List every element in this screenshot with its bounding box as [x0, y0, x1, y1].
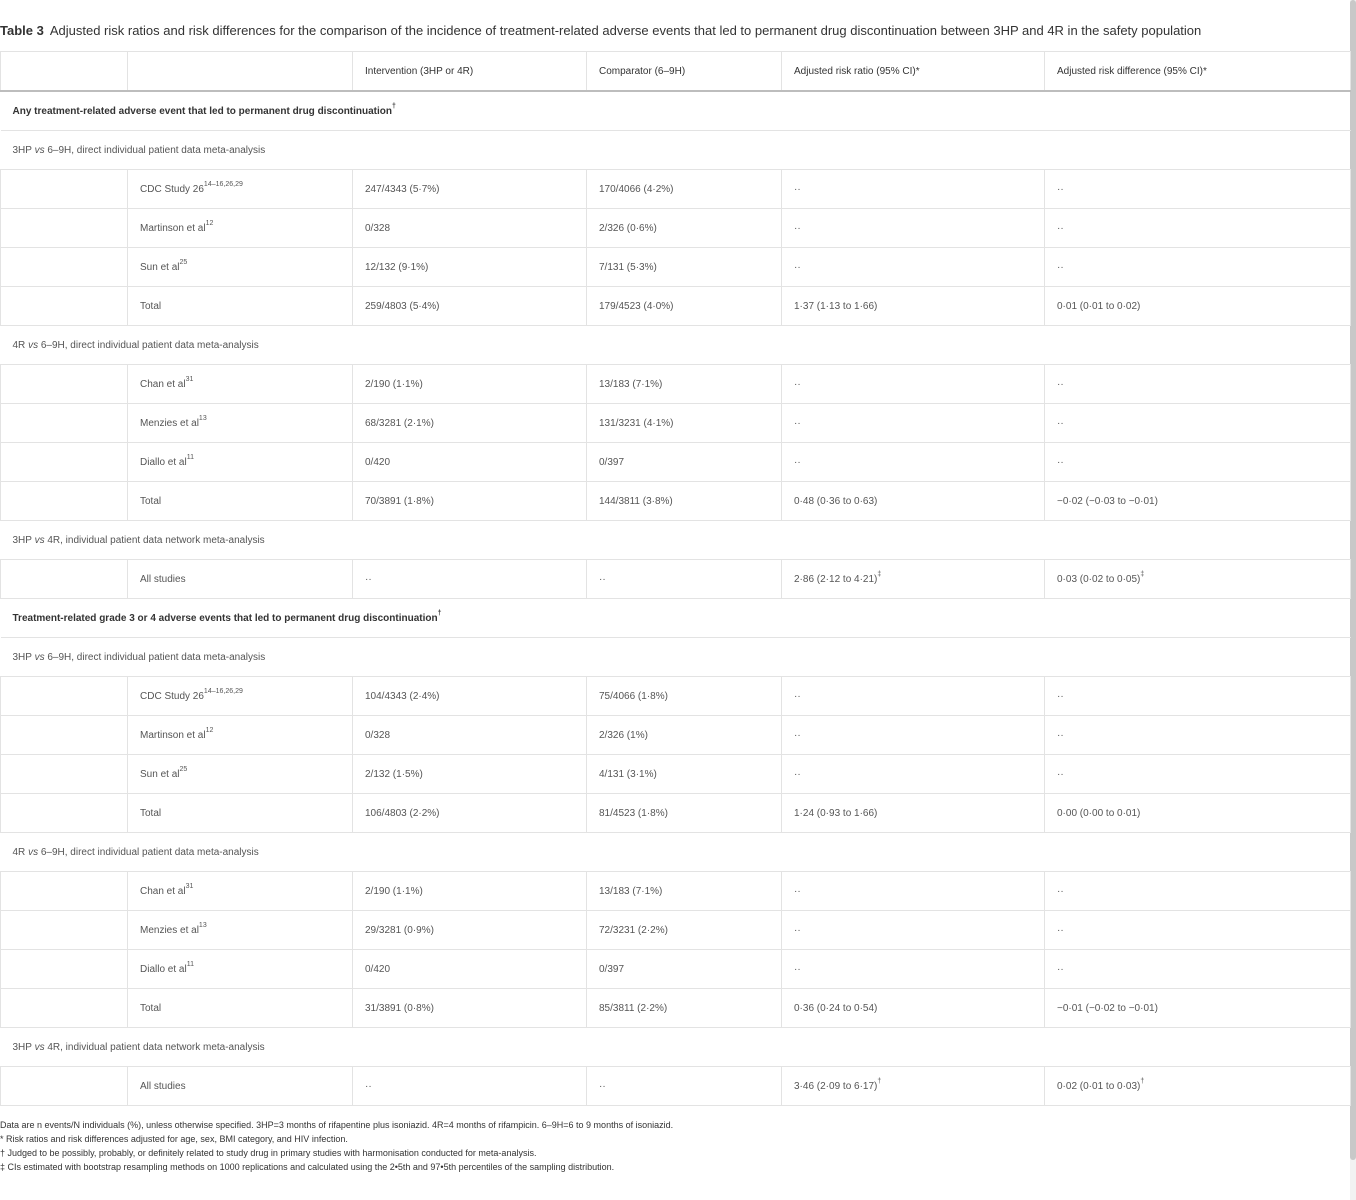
- subsection-prefix: 3HP: [12, 1041, 35, 1053]
- subsection-prefix: 3HP: [12, 144, 35, 156]
- risk-difference-cell: [1045, 560, 1351, 599]
- study-name: Martinson et al: [140, 222, 206, 234]
- risk-ratio-value: ··: [794, 183, 801, 195]
- study-name: Total: [140, 1002, 162, 1014]
- risk-ratio-value: ··: [794, 768, 801, 780]
- risk-ratio-value: 0·36 (0·24 to 0·54): [794, 1002, 878, 1014]
- study-name: Sun et al: [140, 261, 180, 273]
- subsection-vs: vs: [34, 534, 45, 546]
- risk-ratio-value: 0·48 (0·36 to 0·63): [794, 495, 878, 507]
- subsection-title: [1, 521, 1351, 560]
- intervention-cell: 2/132 (1·5%): [353, 755, 587, 794]
- table-row: [1, 443, 1351, 482]
- comparator-cell: 0/397: [587, 950, 782, 989]
- risk-difference-value: ··: [1057, 690, 1064, 702]
- comparator-cell: 170/4066 (4·2%): [587, 170, 782, 209]
- footnote-mark: †: [1140, 1078, 1145, 1086]
- table-row: [1, 560, 1351, 599]
- empty-cell: [1, 482, 128, 521]
- study-name: All studies: [140, 573, 186, 585]
- intervention-cell: 29/3281 (0·9%): [353, 911, 587, 950]
- risk-difference-value: ··: [1057, 729, 1064, 741]
- subsection-vs: vs: [34, 1041, 45, 1053]
- subsection-title: [1, 638, 1351, 677]
- risk-ratio-cell: [782, 170, 1045, 209]
- reference-mark: 25: [179, 766, 188, 774]
- intervention-cell: 0/328: [353, 716, 587, 755]
- table-row: [1, 950, 1351, 989]
- reference-mark: 13: [198, 415, 207, 423]
- empty-cell: [1, 716, 128, 755]
- study-name-cell: [128, 989, 353, 1028]
- empty-cell: [1, 443, 128, 482]
- subsection-row: [1, 131, 1351, 170]
- reference-mark: 14–16,26,29: [203, 181, 243, 189]
- results-table: [0, 51, 1351, 1106]
- risk-difference-value: ··: [1057, 963, 1064, 975]
- intervention-cell: 104/4343 (2·4%): [353, 677, 587, 716]
- risk-ratio-cell: [782, 872, 1045, 911]
- study-name-cell: [128, 716, 353, 755]
- comparator-cell: 179/4523 (4·0%): [587, 287, 782, 326]
- risk-difference-cell: [1045, 872, 1351, 911]
- study-name: CDC Study 26: [140, 690, 204, 702]
- risk-ratio-value: ··: [794, 963, 801, 975]
- subsection-row: [1, 521, 1351, 560]
- study-name-cell: [128, 560, 353, 599]
- empty-cell: [1, 209, 128, 248]
- footnote-mark: †: [392, 103, 396, 111]
- reference-mark: 11: [186, 454, 194, 462]
- table-row: [1, 287, 1351, 326]
- table-title: Adjusted risk ratios and risk differences for the comparison of the incidence of treatment-related adverse events that led to permanent drug discontinuation between 3HP and 4R in the safety population: [49, 23, 1202, 38]
- risk-difference-cell: [1045, 248, 1351, 287]
- comparator-cell: 2/326 (0·6%): [587, 209, 782, 248]
- study-name: Total: [140, 495, 162, 507]
- risk-ratio-value: ··: [794, 378, 801, 390]
- study-name: Total: [140, 807, 162, 819]
- intervention-cell: ··: [353, 1067, 587, 1106]
- subsection-row: [1, 1028, 1351, 1067]
- subsection-suffix: 6–9H, direct individual patient data meta-analysis: [44, 651, 266, 663]
- risk-difference-value: ··: [1057, 261, 1064, 273]
- risk-difference-value: ··: [1057, 183, 1064, 195]
- intervention-cell: 259/4803 (5·4%): [353, 287, 587, 326]
- section-title-any: [1, 91, 1351, 131]
- subsection-prefix: 3HP: [12, 534, 35, 546]
- empty-cell: [1, 677, 128, 716]
- table-row: [1, 170, 1351, 209]
- risk-ratio-value: 2·86 (2·12 to 4·21): [794, 573, 878, 585]
- table-row: [1, 482, 1351, 521]
- risk-ratio-value: 1·37 (1·13 to 1·66): [794, 300, 878, 312]
- header-empty-2: [128, 52, 353, 92]
- risk-difference-value: ··: [1057, 768, 1064, 780]
- reference-mark: 14–16,26,29: [203, 688, 243, 696]
- risk-difference-cell: [1045, 404, 1351, 443]
- comparator-cell: 144/3811 (3·8%): [587, 482, 782, 521]
- risk-difference-cell: [1045, 482, 1351, 521]
- study-name: All studies: [140, 1080, 186, 1092]
- table-row: [1, 248, 1351, 287]
- comparator-cell: 81/4523 (1·8%): [587, 794, 782, 833]
- empty-cell: [1, 794, 128, 833]
- empty-cell: [1, 560, 128, 599]
- reference-mark: 11: [186, 961, 194, 969]
- study-name-cell: [128, 248, 353, 287]
- study-name: Chan et al: [140, 378, 186, 390]
- subsection-prefix: 3HP: [12, 651, 35, 663]
- risk-difference-value: ··: [1057, 885, 1064, 897]
- study-name-cell: [128, 794, 353, 833]
- study-name-cell: [128, 755, 353, 794]
- risk-difference-value: ··: [1057, 456, 1064, 468]
- risk-ratio-cell: [782, 443, 1045, 482]
- intervention-cell: 2/190 (1·1%): [353, 872, 587, 911]
- risk-ratio-cell: [782, 989, 1045, 1028]
- risk-difference-cell: [1045, 1067, 1351, 1106]
- table-row: [1, 989, 1351, 1028]
- comparator-cell: 2/326 (1%): [587, 716, 782, 755]
- risk-ratio-value: ··: [794, 261, 801, 273]
- study-name: CDC Study 26: [140, 183, 204, 195]
- risk-ratio-value: ··: [794, 690, 801, 702]
- comparator-cell: 7/131 (5·3%): [587, 248, 782, 287]
- table-row: [1, 677, 1351, 716]
- intervention-cell: 68/3281 (2·1%): [353, 404, 587, 443]
- risk-difference-value: ··: [1057, 417, 1064, 429]
- header-comparator: Comparator (6–9H): [587, 52, 782, 92]
- risk-difference-value: 0·00 (0·00 to 0·01): [1057, 807, 1141, 819]
- subsection-title: [1, 326, 1351, 365]
- study-name: Diallo et al: [140, 963, 187, 975]
- risk-ratio-cell: [782, 209, 1045, 248]
- table-label: Table 3: [0, 23, 44, 38]
- subsection-suffix: 6–9H, direct individual patient data meta-analysis: [44, 144, 266, 156]
- study-name: Diallo et al: [140, 456, 187, 468]
- header-risk-ratio: Adjusted risk ratio (95% CI)*: [782, 52, 1045, 92]
- risk-ratio-cell: [782, 404, 1045, 443]
- subsection-row: [1, 326, 1351, 365]
- subsection-vs: vs: [34, 651, 45, 663]
- comparator-cell: 13/183 (7·1%): [587, 872, 782, 911]
- study-name-cell: [128, 170, 353, 209]
- risk-difference-cell: [1045, 677, 1351, 716]
- risk-difference-value: ··: [1057, 222, 1064, 234]
- empty-cell: [1, 287, 128, 326]
- footnote-mark: ‡: [1140, 571, 1145, 579]
- subsection-title: [1, 1028, 1351, 1067]
- subsection-prefix: 4R: [12, 339, 29, 351]
- risk-difference-cell: [1045, 209, 1351, 248]
- study-name-cell: [128, 911, 353, 950]
- comparator-cell: 13/183 (7·1%): [587, 365, 782, 404]
- intervention-cell: 0/420: [353, 443, 587, 482]
- header-intervention: Intervention (3HP or 4R): [353, 52, 587, 92]
- risk-ratio-cell: [782, 911, 1045, 950]
- risk-ratio-cell: [782, 560, 1045, 599]
- risk-ratio-cell: [782, 950, 1045, 989]
- subsection-row: [1, 833, 1351, 872]
- risk-difference-value: 0·01 (0·01 to 0·02): [1057, 300, 1141, 312]
- table-row: [1, 404, 1351, 443]
- study-name-cell: [128, 482, 353, 521]
- reference-mark: 25: [179, 259, 188, 267]
- study-name: Chan et al: [140, 885, 186, 897]
- table-row: [1, 911, 1351, 950]
- intervention-cell: 0/420: [353, 950, 587, 989]
- risk-ratio-cell: [782, 755, 1045, 794]
- footnote-double-dagger: ‡ CIs estimated with bootstrap resampling methods on 1000 replications and calculated using the 2•5th and 97•5th percentiles of the sampling distribution.: [0, 1162, 615, 1172]
- comparator-cell: 131/3231 (4·1%): [587, 404, 782, 443]
- subsection-prefix: 4R: [12, 846, 29, 858]
- table-footnotes: [0, 1118, 1350, 1174]
- risk-difference-value: 0·03 (0·02 to 0·05): [1057, 573, 1141, 585]
- risk-difference-value: 0·02 (0·01 to 0·03): [1057, 1080, 1141, 1092]
- empty-cell: [1, 404, 128, 443]
- empty-cell: [1, 248, 128, 287]
- footnote-dagger: † Judged to be possibly, probably, or definitely related to study drug in primary studies with harmonisation conducted for meta-analysis.: [0, 1148, 537, 1158]
- risk-difference-value: ··: [1057, 924, 1064, 936]
- empty-cell: [1, 170, 128, 209]
- footnote-mark: ‡: [877, 571, 882, 579]
- table-row: [1, 755, 1351, 794]
- comparator-cell: 75/4066 (1·8%): [587, 677, 782, 716]
- risk-ratio-cell: [782, 482, 1045, 521]
- study-name: Menzies et al: [140, 924, 199, 936]
- study-name: Menzies et al: [140, 417, 199, 429]
- empty-cell: [1, 872, 128, 911]
- table-row: [1, 365, 1351, 404]
- risk-ratio-value: ··: [794, 885, 801, 897]
- subsection-suffix: 4R, individual patient data network meta-analysis: [44, 534, 265, 546]
- intervention-cell: 247/4343 (5·7%): [353, 170, 587, 209]
- empty-cell: [1, 989, 128, 1028]
- empty-cell: [1, 755, 128, 794]
- footnote-mark: †: [437, 610, 442, 618]
- risk-difference-cell: [1045, 287, 1351, 326]
- comparator-cell: 85/3811 (2·2%): [587, 989, 782, 1028]
- table-row: [1, 1067, 1351, 1106]
- study-name-cell: [128, 287, 353, 326]
- table-caption: [0, 22, 1350, 40]
- subsection-row: [1, 638, 1351, 677]
- reference-mark: 12: [205, 220, 214, 228]
- study-name-cell: [128, 872, 353, 911]
- risk-ratio-cell: [782, 716, 1045, 755]
- study-name-cell: [128, 677, 353, 716]
- risk-ratio-cell: [782, 287, 1045, 326]
- comparator-cell: 72/3231 (2·2%): [587, 911, 782, 950]
- risk-difference-cell: [1045, 755, 1351, 794]
- intervention-cell: 2/190 (1·1%): [353, 365, 587, 404]
- risk-difference-cell: [1045, 950, 1351, 989]
- risk-ratio-value: ··: [794, 417, 801, 429]
- subsection-suffix: 6–9H, direct individual patient data meta-analysis: [38, 339, 259, 351]
- section-title-grade: [1, 599, 1351, 638]
- header-empty-1: [1, 52, 128, 92]
- intervention-cell: 12/132 (9·1%): [353, 248, 587, 287]
- risk-difference-cell: [1045, 989, 1351, 1028]
- table-row: [1, 209, 1351, 248]
- section-title-text: Treatment-related grade 3 or 4 adverse events that led to permanent drug discontinuation: [12, 612, 438, 624]
- footnote-mark: †: [877, 1078, 882, 1086]
- empty-cell: [1, 365, 128, 404]
- table-row: [1, 872, 1351, 911]
- reference-mark: 31: [185, 376, 194, 384]
- subsection-vs: vs: [28, 339, 39, 351]
- risk-ratio-value: ··: [794, 456, 801, 468]
- study-name-cell: [128, 1067, 353, 1106]
- risk-ratio-value: ··: [794, 729, 801, 741]
- risk-difference-cell: [1045, 794, 1351, 833]
- subsection-title: [1, 833, 1351, 872]
- intervention-cell: 70/3891 (1·8%): [353, 482, 587, 521]
- section-row: [1, 599, 1351, 638]
- risk-ratio-value: 1·24 (0·93 to 1·66): [794, 807, 878, 819]
- study-name-cell: [128, 404, 353, 443]
- empty-cell: [1, 1067, 128, 1106]
- subsection-suffix: 4R, individual patient data network meta-analysis: [44, 1041, 265, 1053]
- intervention-cell: 106/4803 (2·2%): [353, 794, 587, 833]
- intervention-cell: 31/3891 (0·8%): [353, 989, 587, 1028]
- intervention-cell: ··: [353, 560, 587, 599]
- table-row: [1, 716, 1351, 755]
- footnote-star: * Risk ratios and risk differences adjusted for age, sex, BMI category, and HIV infection.: [0, 1134, 348, 1144]
- risk-difference-cell: [1045, 443, 1351, 482]
- reference-mark: 31: [185, 883, 194, 891]
- footnote-intro: Data are n events/N individuals (%), unless otherwise specified. 3HP=3 months of rifapentine plus isoniazid. 4R=4 months of rifampicin. 6–9H=6 to 9 months of isoniazid.: [0, 1120, 674, 1130]
- risk-difference-value: ··: [1057, 378, 1064, 390]
- risk-difference-cell: [1045, 365, 1351, 404]
- subsection-vs: vs: [34, 144, 45, 156]
- comparator-cell: ··: [587, 560, 782, 599]
- study-name-cell: [128, 443, 353, 482]
- study-name: Sun et al: [140, 768, 180, 780]
- risk-difference-value: −0·01 (−0·02 to −0·01): [1057, 1002, 1158, 1014]
- section-title-text: Any treatment-related adverse event that led to permanent drug discontinuation: [12, 105, 393, 117]
- risk-difference-cell: [1045, 170, 1351, 209]
- section-row: [1, 91, 1351, 131]
- risk-ratio-value: ··: [794, 222, 801, 234]
- table-header-row: [1, 52, 1351, 92]
- study-name-cell: [128, 365, 353, 404]
- empty-cell: [1, 950, 128, 989]
- comparator-cell: 4/131 (3·1%): [587, 755, 782, 794]
- reference-mark: 12: [205, 727, 214, 735]
- risk-ratio-cell: [782, 677, 1045, 716]
- risk-ratio-cell: [782, 365, 1045, 404]
- intervention-cell: 0/328: [353, 209, 587, 248]
- empty-cell: [1, 911, 128, 950]
- risk-ratio-cell: [782, 1067, 1045, 1106]
- table-row: [1, 794, 1351, 833]
- header-risk-difference: Adjusted risk difference (95% CI)*: [1045, 52, 1351, 92]
- subsection-suffix: 6–9H, direct individual patient data meta-analysis: [38, 846, 259, 858]
- study-name-cell: [128, 950, 353, 989]
- subsection-title: [1, 131, 1351, 170]
- risk-ratio-value: 3·46 (2·09 to 6·17): [794, 1080, 878, 1092]
- risk-ratio-cell: [782, 248, 1045, 287]
- risk-ratio-cell: [782, 794, 1045, 833]
- reference-mark: 13: [198, 922, 207, 930]
- risk-difference-value: −0·02 (−0·03 to −0·01): [1057, 495, 1158, 507]
- risk-difference-cell: [1045, 911, 1351, 950]
- subsection-vs: vs: [28, 846, 39, 858]
- study-name: Total: [140, 300, 162, 312]
- risk-ratio-value: ··: [794, 924, 801, 936]
- comparator-cell: 0/397: [587, 443, 782, 482]
- study-name: Martinson et al: [140, 729, 206, 741]
- risk-difference-cell: [1045, 716, 1351, 755]
- comparator-cell: ··: [587, 1067, 782, 1106]
- study-name-cell: [128, 209, 353, 248]
